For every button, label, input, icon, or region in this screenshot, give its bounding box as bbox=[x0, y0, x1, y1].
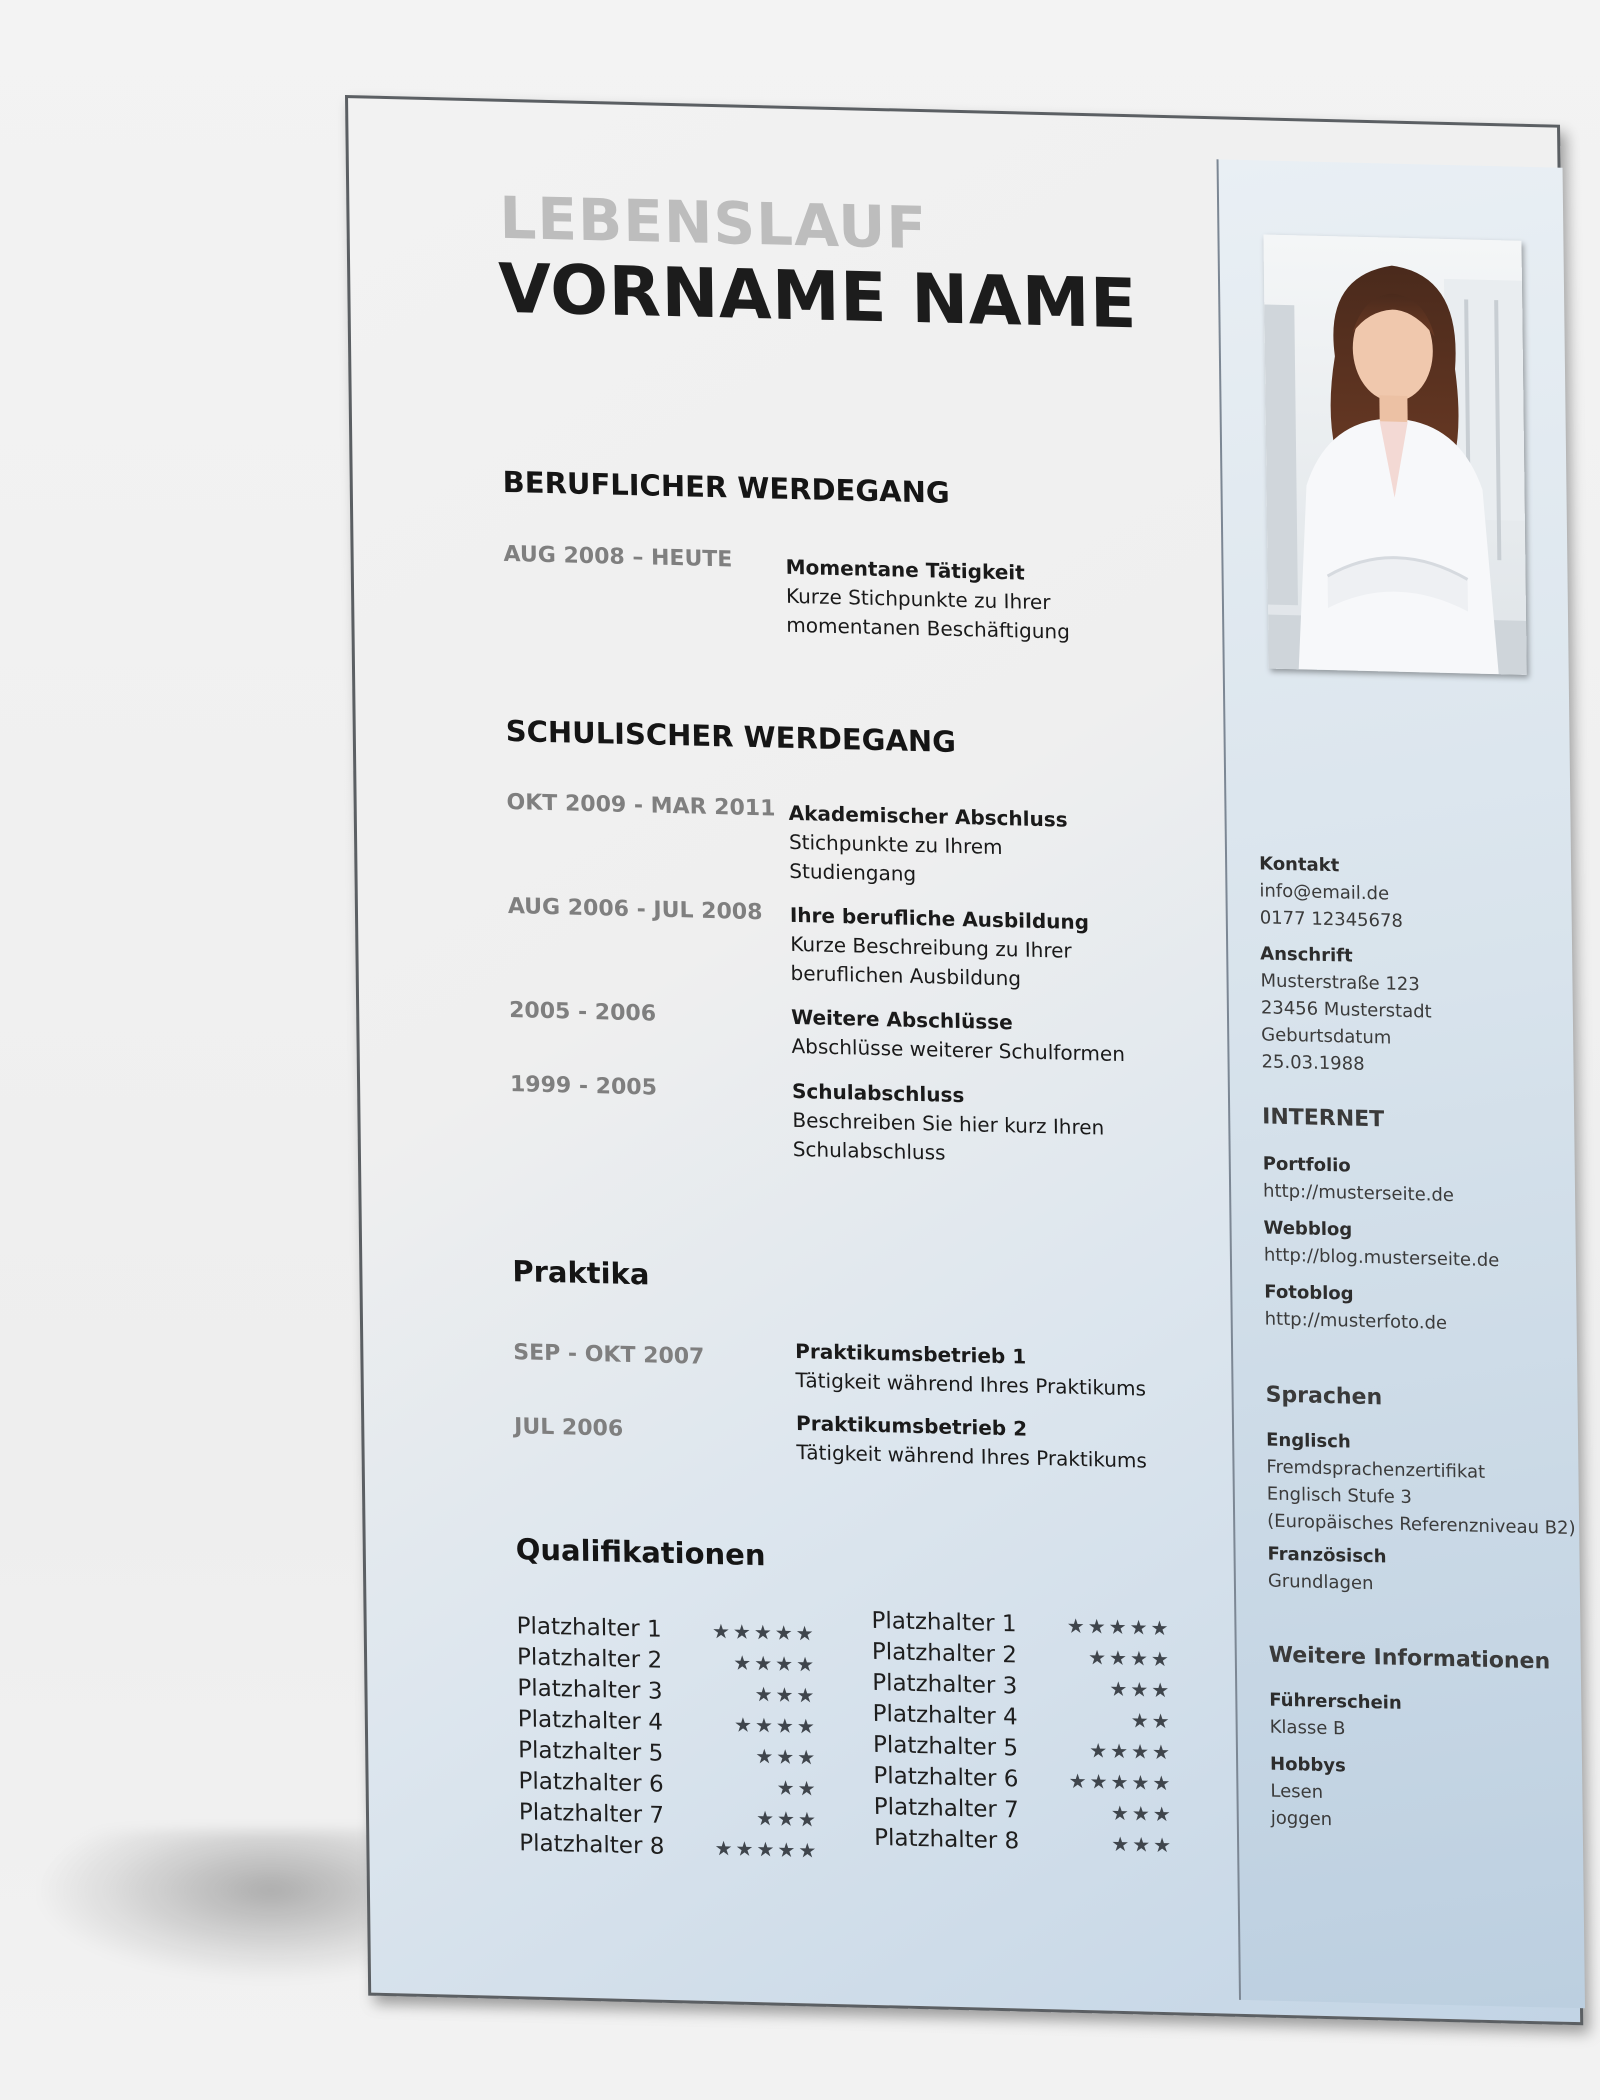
entry-title: Momentane Tätigkeit bbox=[785, 554, 1025, 585]
entry-description: Beschreiben Sie hier kurz Ihren bbox=[792, 1107, 1105, 1140]
star-rating: ★★ bbox=[776, 1775, 819, 1801]
qualification-label: Platzhalter 6 bbox=[518, 1767, 664, 1798]
entry-content bbox=[791, 1003, 1125, 1069]
entry-content bbox=[785, 553, 1070, 647]
qualification-label: Platzhalter 2 bbox=[871, 1638, 1018, 1668]
entry-title: Ihre berufliche Ausbildung bbox=[789, 902, 1090, 935]
entry-date: 2005 - 2006 bbox=[508, 998, 657, 1027]
internet-link: http://blog.musterseite.de bbox=[1263, 1244, 1500, 1272]
address-block bbox=[1260, 940, 1432, 1079]
section-title-beruflich: BERUFLICHER WERDEGANG bbox=[502, 464, 950, 510]
entry-description: Abschlüsse weiterer Schulformen bbox=[791, 1033, 1126, 1067]
star-rating: ★★★★★ bbox=[714, 1835, 820, 1863]
qualification-label: Platzhalter 7 bbox=[518, 1798, 665, 1829]
profile-photo bbox=[1263, 234, 1526, 674]
email-value: info@email.de bbox=[1259, 880, 1390, 905]
star-rating: ★★★★ bbox=[1089, 1737, 1174, 1764]
entry-description: Stichpunkte zu Ihrem bbox=[788, 829, 1003, 860]
star-rating: ★★★ bbox=[754, 1681, 818, 1708]
star-rating: ★★★★★ bbox=[711, 1618, 817, 1646]
qualification-label: Platzhalter 4 bbox=[517, 1705, 664, 1736]
contact-block bbox=[1259, 850, 1403, 935]
language-detail: Fremdsprachenzertifikat bbox=[1266, 1456, 1486, 1483]
internet-label: Webblog bbox=[1263, 1217, 1353, 1241]
star-rating: ★★★★ bbox=[733, 1649, 818, 1677]
star-rating: ★★★ bbox=[1110, 1800, 1174, 1826]
section-title-qualifikationen: Qualifikationen bbox=[515, 1532, 766, 1573]
language-french bbox=[1267, 1541, 1387, 1598]
entry-description: Kurze Stichpunkte zu Ihrer bbox=[785, 583, 1051, 615]
qualification-label: Platzhalter 5 bbox=[872, 1731, 1019, 1761]
entry-description: Kurze Beschreibung zu Ihrer bbox=[790, 931, 1072, 963]
star-rating: ★★★★★ bbox=[1068, 1768, 1174, 1795]
address-label: Anschrift bbox=[1260, 943, 1353, 967]
qualification-label: Platzhalter 8 bbox=[519, 1829, 665, 1860]
entry-title: Schulabschluss bbox=[791, 1078, 965, 1108]
page-title: VORNAME NAME bbox=[497, 249, 1138, 345]
hobbies bbox=[1270, 1751, 1347, 1834]
qualification-row bbox=[874, 1822, 1174, 1860]
star-rating: ★★ bbox=[1130, 1707, 1173, 1733]
qualification-label: Platzhalter 2 bbox=[516, 1643, 663, 1674]
hobby-item: Lesen bbox=[1270, 1780, 1324, 1803]
internet-label: Fotoblog bbox=[1264, 1281, 1354, 1305]
entry-description: Tätigkeit während Ihres Praktikums bbox=[796, 1440, 1148, 1473]
qualification-label: Platzhalter 1 bbox=[871, 1607, 1017, 1637]
star-rating: ★★★★★ bbox=[1066, 1613, 1172, 1640]
document-overline: LEBENSLAUF bbox=[499, 183, 928, 263]
language-label: Französisch bbox=[1267, 1543, 1387, 1568]
entry-date: AUG 2008 – HEUTE bbox=[503, 541, 733, 573]
internet-link: http://musterfoto.de bbox=[1264, 1308, 1448, 1334]
qualifications-column-right bbox=[871, 1605, 1174, 1860]
entry-description: Studiengang bbox=[789, 858, 917, 886]
entry-description: beruflichen Ausbildung bbox=[790, 960, 1022, 991]
entry-title: Praktikumsbetrieb 1 bbox=[795, 1338, 1027, 1369]
entry-description: momentanen Beschäftigung bbox=[786, 612, 1070, 644]
birthdate-label: Geburtsdatum bbox=[1261, 1024, 1392, 1049]
drivers-license bbox=[1269, 1687, 1402, 1744]
entry-title: Praktikumsbetrieb 2 bbox=[795, 1411, 1028, 1441]
resume-sheet bbox=[345, 95, 1583, 2025]
hobbies-label: Hobbys bbox=[1269, 1753, 1346, 1777]
entry-date: JUL 2006 bbox=[514, 1414, 624, 1442]
star-rating: ★★★ bbox=[1111, 1831, 1175, 1857]
star-rating: ★★★★ bbox=[733, 1712, 818, 1739]
star-rating: ★★★★ bbox=[1087, 1644, 1173, 1671]
entry-date: SEP - OKT 2007 bbox=[513, 1340, 705, 1370]
language-detail: Grundlagen bbox=[1267, 1570, 1374, 1595]
sidebar bbox=[1217, 159, 1585, 2008]
qualification-label: Platzhalter 8 bbox=[873, 1824, 1020, 1854]
qualifications-column-left bbox=[516, 1610, 819, 1865]
phone-value: 0177 12345678 bbox=[1259, 907, 1404, 932]
language-detail: (Europäisches Referenzniveau B2) bbox=[1267, 1510, 1576, 1540]
qualification-label: Platzhalter 1 bbox=[516, 1612, 662, 1643]
street-value: Musterstraße 123 bbox=[1260, 970, 1420, 996]
entry-date: OKT 2009 - MAR 2011 bbox=[506, 789, 776, 822]
contact-label: Kontakt bbox=[1258, 853, 1340, 877]
entry-description: Tätigkeit während Ihres Praktikums bbox=[795, 1368, 1147, 1401]
qualification-label: Platzhalter 4 bbox=[872, 1700, 1018, 1730]
language-label: Englisch bbox=[1266, 1429, 1351, 1453]
entry-title: Akademischer Abschluss bbox=[788, 800, 1068, 832]
languages-title: Sprachen bbox=[1265, 1382, 1383, 1411]
document-page bbox=[345, 95, 1583, 2025]
entry-content bbox=[796, 1409, 1147, 1476]
license-label: Führerschein bbox=[1269, 1689, 1402, 1714]
language-detail: Englisch Stufe 3 bbox=[1266, 1483, 1413, 1509]
internet-item bbox=[1263, 1214, 1499, 1274]
internet-item bbox=[1263, 1150, 1454, 1209]
language-english bbox=[1266, 1427, 1576, 1543]
entry-title: Weitere Abschlüsse bbox=[790, 1004, 1013, 1035]
star-rating: ★★★ bbox=[755, 1743, 819, 1770]
entry-content bbox=[792, 1077, 1105, 1172]
hobby-item: joggen bbox=[1270, 1807, 1333, 1831]
license-value: Klasse B bbox=[1269, 1716, 1346, 1740]
section-title-schulisch: SCHULISCHER WERDEGANG bbox=[505, 713, 957, 759]
entry-date: 1999 - 2005 bbox=[509, 1072, 658, 1101]
star-rating: ★★★ bbox=[1109, 1676, 1173, 1702]
qualification-label: Platzhalter 5 bbox=[518, 1736, 664, 1767]
entry-date: AUG 2006 - JUL 2008 bbox=[507, 893, 763, 926]
entry-content bbox=[790, 901, 1090, 995]
internet-link: http://musterseite.de bbox=[1262, 1180, 1455, 1207]
internet-title: INTERNET bbox=[1262, 1104, 1385, 1133]
further-info-title: Weitere Informationen bbox=[1268, 1642, 1551, 1675]
entry-content bbox=[788, 799, 1068, 893]
page-shadow bbox=[40, 1830, 370, 1980]
qualification-label: Platzhalter 7 bbox=[873, 1793, 1019, 1823]
entry-description: Schulabschluss bbox=[792, 1136, 946, 1165]
person-portrait-icon bbox=[1263, 234, 1526, 674]
qualification-label: Platzhalter 3 bbox=[517, 1674, 663, 1705]
internet-label: Portfolio bbox=[1262, 1153, 1351, 1177]
entry-content bbox=[795, 1337, 1146, 1404]
internet-item bbox=[1264, 1278, 1447, 1336]
qualification-row bbox=[519, 1827, 819, 1865]
qualification-label: Platzhalter 3 bbox=[872, 1669, 1018, 1699]
qualification-label: Platzhalter 6 bbox=[873, 1762, 1019, 1792]
section-title-praktika: Praktika bbox=[512, 1254, 650, 1292]
birthdate-value: 25.03.1988 bbox=[1261, 1051, 1365, 1075]
star-rating: ★★★ bbox=[755, 1805, 820, 1832]
city-value: 23456 Musterstadt bbox=[1260, 997, 1432, 1023]
